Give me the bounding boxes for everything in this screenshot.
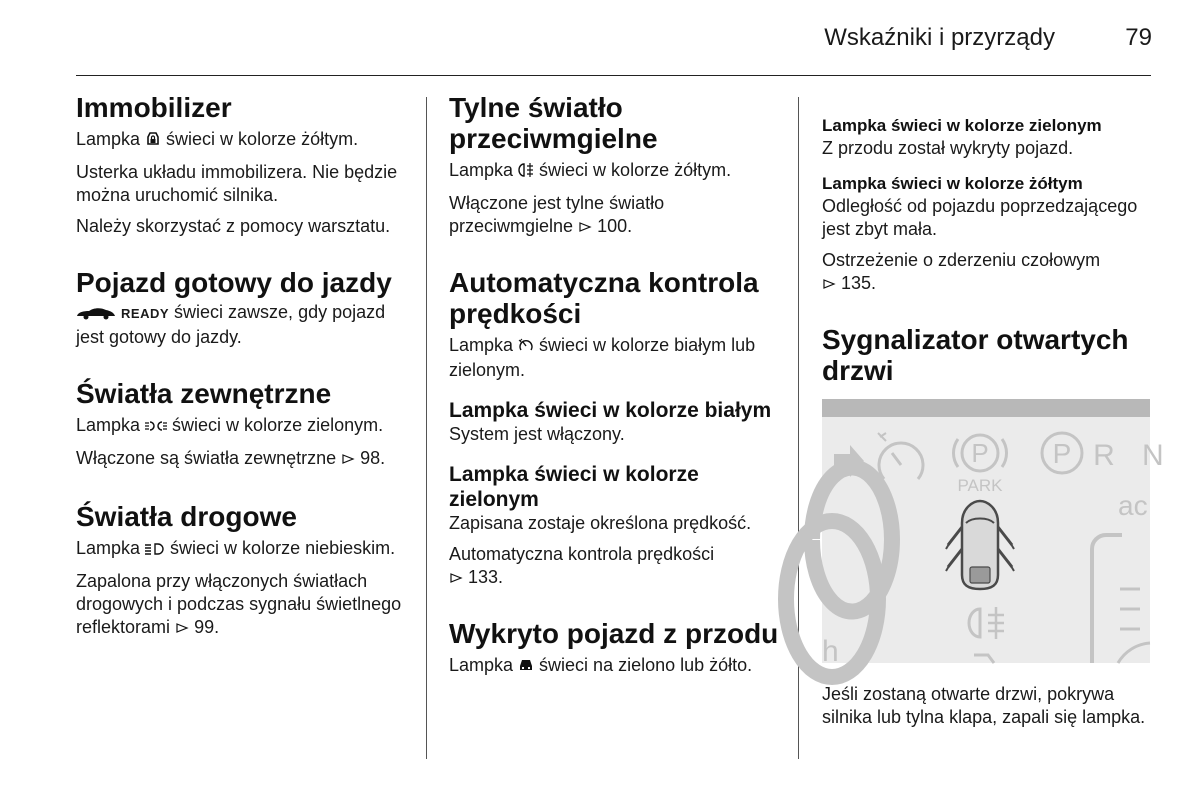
section-heading: Pojazd gotowy do jazdy <box>76 267 392 298</box>
paragraph: Z przodu został wykryty pojazd. <box>822 138 1074 158</box>
ready-label: READY <box>121 306 170 321</box>
paragraph: Usterka układu immobilizera. Nie będzie można uruchomić silnika. <box>76 162 398 205</box>
section-heading: Automatyczna kontrola prędkości <box>449 267 759 329</box>
paragraph: Automatyczna kontrola prędkości 133. <box>449 543 785 591</box>
section-heading: Immobilizer <box>76 92 232 123</box>
speedometer-cruise-icon <box>518 336 534 359</box>
paragraph: Lampka świeci na zielono lub żółto. <box>449 654 785 679</box>
paragraph: Lampka świeci w kolorze białym lub zielonym. <box>449 335 756 380</box>
paragraph: Zapisana zostaje określona prędkość. <box>449 513 752 533</box>
ac-label: ac <box>1118 490 1148 521</box>
paragraph: System jest włączony. <box>449 424 625 444</box>
paragraph: Lampka świeci w kolorze żółtym. <box>449 159 785 184</box>
gear-n-letter: N <box>1142 439 1164 472</box>
paragraph: Jeśli zostaną otwarte drzwi, pokrywa silnika lub tylna klapa, zapali się lampka. <box>822 684 1146 727</box>
section-ready <box>76 267 412 349</box>
side-lights-icon <box>145 416 167 439</box>
paragraph: Odległość od pojazdu poprzedzającego jest zbyt mała. <box>822 196 1138 239</box>
section-heading: Sygnalizator otwartych drzwi <box>822 324 1129 386</box>
section-heading: Tylne światło przeciwmgielne <box>449 92 658 154</box>
car-silhouette-icon <box>76 303 116 326</box>
section-immobilizer <box>76 92 412 238</box>
paragraph: Należy skorzystać z pomocy warsztatu. <box>76 216 391 236</box>
reference-arrow-icon <box>341 449 355 472</box>
page-number: 79 <box>1125 24 1152 51</box>
section-heading: Wykryto pojazd z przodu <box>449 618 779 649</box>
instrument-cluster-figure <box>822 399 1164 668</box>
column-left <box>76 92 412 641</box>
paragraph: Włączone są światła zewnętrzne 98. <box>76 447 412 472</box>
gear-r-letter: R <box>1093 439 1115 472</box>
section-high-beam <box>76 501 412 641</box>
section-vehicle-ahead <box>449 618 785 679</box>
section-cruise-control <box>449 267 785 591</box>
reference-arrow-icon <box>175 618 189 641</box>
vehicle-ahead-icon <box>518 656 534 679</box>
paragraph: Włączone jest tylne światło przeciwmgielne 100. <box>449 192 785 240</box>
gear-p-letter: P <box>1052 438 1072 469</box>
section-heading: Światła drogowe <box>76 501 297 532</box>
paragraph: Zapalona przy włączonych światłach drogowych i podczas sygnału świetlnego reflektorami 99. <box>76 570 412 641</box>
reference-arrow-icon <box>822 274 836 297</box>
paragraph: Lampka świeci w kolorze zielonym. <box>76 414 412 439</box>
subheading: Lampka świeci w kolorze zielonym <box>822 116 1102 135</box>
park-label: PARK <box>957 476 1003 495</box>
reference-arrow-icon <box>449 568 463 591</box>
subheading: Lampka świeci w kolorze białym <box>449 399 772 422</box>
page-header-title: Wskaźniki i przyrządy <box>824 24 1055 51</box>
column-right <box>822 115 1152 386</box>
paragraph: Ostrzeżenie o zderzeniu czołowym 135. <box>822 249 1152 297</box>
paragraph: Lampka świeci w kolorze żółtym. <box>76 128 412 153</box>
high-beam-icon <box>145 539 165 562</box>
column-divider <box>426 97 427 759</box>
header-divider <box>76 75 1151 76</box>
h-label: h <box>822 635 839 668</box>
section-heading: Światła zewnętrzne <box>76 378 332 409</box>
immobilizer-car-lock-icon <box>145 130 161 153</box>
subheading: Lampka świeci w kolorze żółtym <box>822 174 1083 193</box>
subheading: Lampka świeci w kolorze zielonym <box>449 463 699 511</box>
section-rear-fog <box>449 92 785 240</box>
rear-fog-light-icon <box>518 161 534 184</box>
column-middle <box>449 92 785 679</box>
section-exterior-lights <box>76 378 412 472</box>
reference-arrow-icon <box>578 217 592 240</box>
park-p-letter: P <box>971 438 989 468</box>
paragraph: Lampka świeci w kolorze niebieskim. <box>76 537 412 562</box>
open-door-car-icon <box>946 501 1014 589</box>
paragraph: READY świeci zawsze, gdy pojazd jest gotowy do jazdy. <box>76 302 386 347</box>
instrument-cluster-illustration <box>822 399 1164 668</box>
